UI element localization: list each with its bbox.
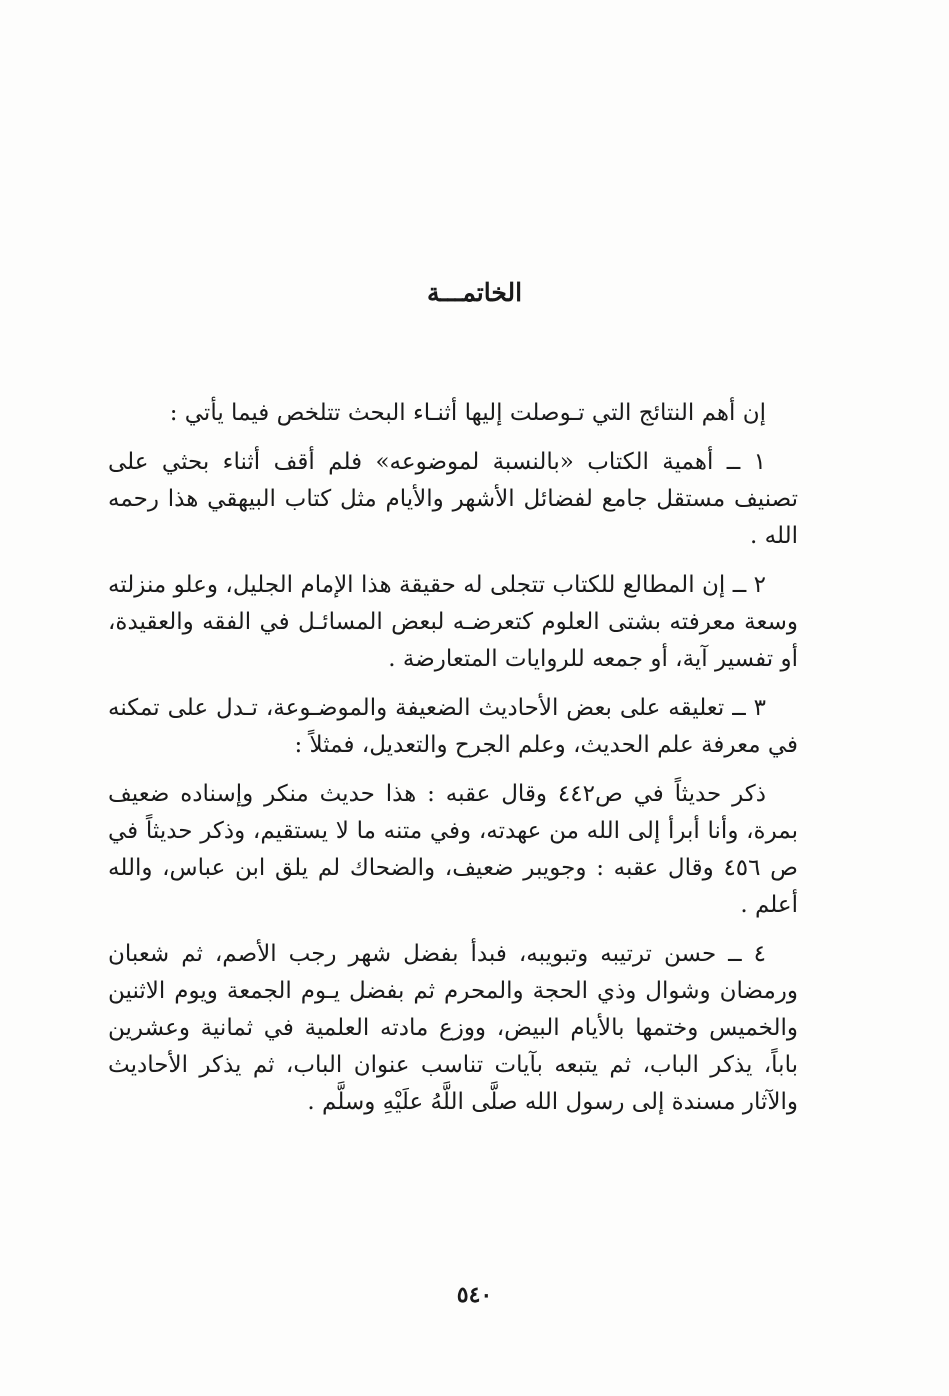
paragraph-point-1: ١ ــ أهمية الكتاب «بالنسبة لموضوعه» فلم أقف أثناء بحثي على تصنيف مستقل جامع لفضائل الأشهر والأيام مثل كتاب البيهقي هذا رحمه الله . [108,449,798,549]
document-body [108,395,798,1133]
paragraph-example: ذكر حديثاً في ص٤٤٢ وقال عقبه : هذا حديث منكر وإسناده ضعيف بمرة، وأنا أبرأ إلى الله من عهدته، وفي متنه ما لا يستقيم، وذكر حديثاً في ص ٤٥٦ وقال عقبه : وجويبر ضعيف، والضحاك لم يلق ابن عباس، والله أعلم . [108,781,798,918]
page-number: ٥٤٠ [456,1282,493,1308]
paragraph-point-4: ٤ ــ حسن ترتيبه وتبويبه، فبدأ بفضل شهر رجب الأصم، ثم شعبان ورمضان وشوال وذي الحجة والمحرم ثم بفضل يـوم الجمعة ويوم الاثنين والخميس وختمها بالأيام البيض، ووزع مادته العلمية في ثمانية وعشرين باباً، يذكر الباب، ثم يتبعه بآيات تناسب عنوان الباب، ثم يذكر الأحاديث والآثار مسندة إلى رسول الله صلَّى اللَّهُ علَيْهِ وسلَّم . [108,941,799,1115]
paragraph-intro: إن أهم النتائج التي تـوصلت إليها أثنـاء البحث تتلخص فيما يأتي : [169,400,766,426]
paragraph-point-2: ٢ ــ إن المطالع للكتاب تتجلى له حقيقة هذا الإمام الجليل، وعلو منزلته وسعة معرفته بشتى العلوم كتعرضـه لبعض المسائـل في الفقه والعقيدة، أو تفسير آية، أو جمعه للروايات المتعارضة . [108,572,798,672]
page-title: الخاتمـــة [426,278,523,307]
paragraph-point-3: ٣ ــ تعليقه على بعض الأحاديث الضعيفة والموضـوعة، تـدل على تمكنه في معرفة علم الحديث، وعلم الجرح والتعديل، فمثلاً : [108,695,798,758]
